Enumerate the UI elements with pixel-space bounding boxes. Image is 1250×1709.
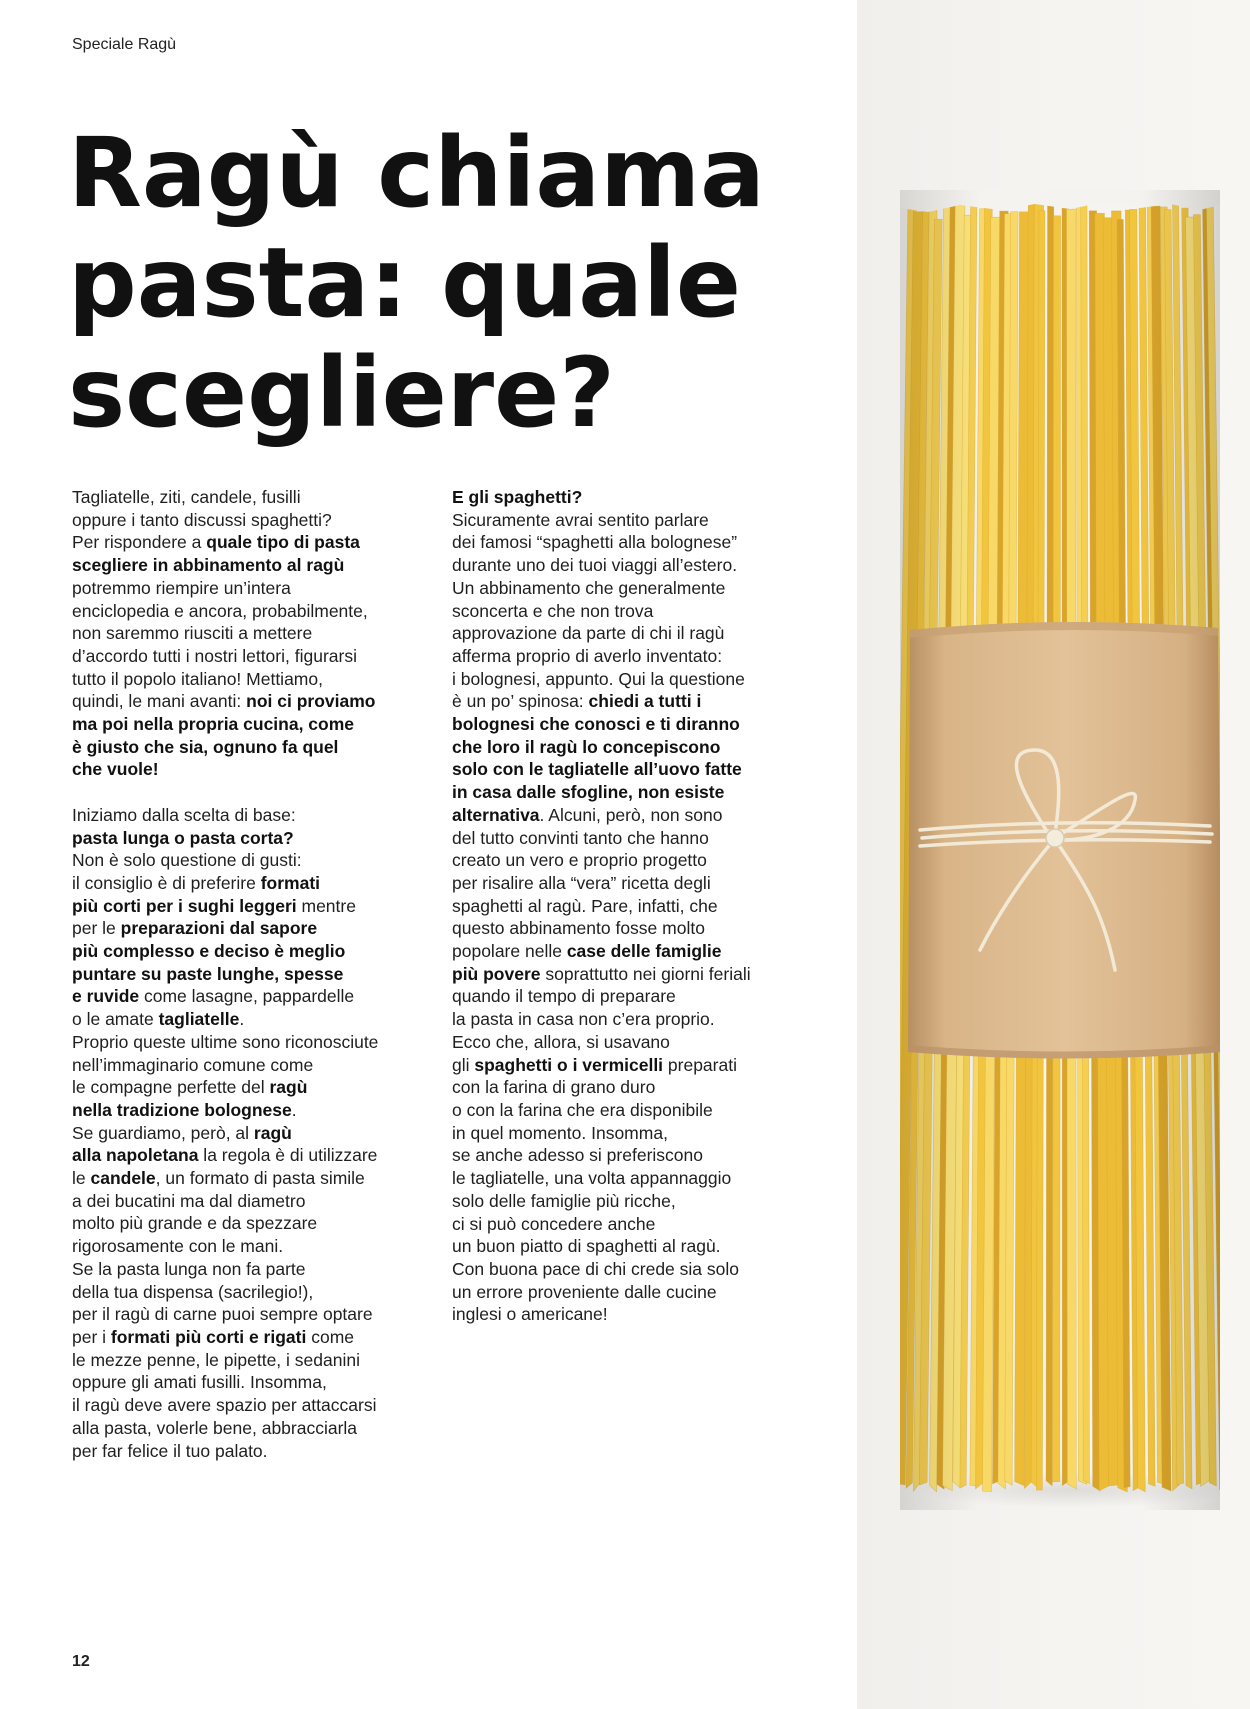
bold-text: ma poi nella propria cucina, come [72,714,355,735]
article-line [452,736,832,759]
bold-text: che loro il ragù lo concepiscono [452,736,721,757]
article-line [72,781,432,804]
bold-text: chiedi a tutti i [588,691,702,712]
body-text: la regola è di utilizzare [198,1145,378,1166]
article-line [72,600,432,623]
body-text: popolare nelle [452,941,567,962]
bold-text: E gli spaghetti? [452,487,583,507]
article-line [452,940,832,963]
article-line [72,1190,432,1213]
body-text: preparati [663,1054,737,1075]
headline [68,118,848,448]
article-line [72,1394,432,1417]
headline-line: pasta: quale [68,227,741,339]
article-line [72,1076,432,1099]
body-text: . Alcuni, però, non sono [539,804,723,825]
bold-text: alla napoletana [72,1145,199,1166]
body-text: per risalire alla “vera” ricetta degli [452,872,711,893]
article-column-left [72,486,432,1462]
article-line [72,577,432,600]
article-line [452,1076,832,1099]
article-line [452,849,832,872]
body-text: rigorosamente con le mani. [72,1236,284,1257]
article-line [72,1008,432,1031]
article-line [72,1258,432,1281]
article-line [72,1371,432,1394]
article-line [72,1349,432,1372]
article-line [452,1235,832,1258]
article-line [452,1054,832,1077]
body-text: nell’immaginario comune come [72,1054,314,1075]
bold-text: è giusto che sia, ognuno fa quel [72,736,339,757]
article-line [72,1099,432,1122]
body-text: come [306,1327,355,1347]
article-line [452,804,832,827]
article-line [72,849,432,872]
article-line [72,554,432,577]
article-line [452,781,832,804]
article-line [452,1099,832,1122]
article-line [72,872,432,895]
bold-text: solo con le tagliatelle all’uovo fatte [452,759,742,780]
body-text: per le [72,918,121,939]
body-text: o le amate [72,1009,159,1030]
body-text: Per rispondere a [72,532,207,553]
article-line [452,1190,832,1213]
bold-text: ragù [269,1077,308,1098]
body-text: tutto il popolo italiano! Mettiamo, [72,668,323,689]
article-line [452,622,832,645]
body-text: Con buona pace di chi crede sia solo [452,1258,739,1279]
article-line [72,1167,432,1190]
body-text: soprattutto nei giorni feriali [540,963,751,984]
body-text: . [291,1099,297,1120]
article-line [72,690,432,713]
article-line [72,1235,432,1258]
article-line [452,1213,832,1236]
bold-text: candele [90,1168,156,1189]
article-line [452,917,832,940]
bold-text: formati [260,872,321,893]
body-text: alla pasta, volerle bene, abbracciarla [72,1417,358,1438]
body-text: creato un vero e proprio progetto [452,850,707,871]
bold-text: spaghetti o i vermicelli [474,1054,664,1075]
body-text: Un abbinamento che generalmente [452,577,726,598]
article-line [72,1031,432,1054]
article-column-right [452,486,832,1326]
bold-text: in casa dalle sfogline, non esiste [452,782,725,803]
bold-text: più corti per i sughi leggeri [72,895,297,916]
bold-text: bolognesi che conosci e ti diranno [452,714,740,735]
article-line [72,531,432,554]
headline-line: Ragù chiama [68,117,765,229]
article-line [452,531,832,554]
article-line [72,1212,432,1235]
article-line [72,509,432,532]
article-line [72,486,432,509]
article-line [452,985,832,1008]
article-line [452,1303,832,1326]
article-line [452,1281,832,1304]
article-line [72,1281,432,1304]
bold-text: più povere [452,963,541,984]
body-text: quando il tempo di preparare [452,986,676,1007]
body-text: Tagliatelle, ziti, candele, fusilli [72,487,301,507]
body-text: sconcerta e che non trova [452,600,654,621]
body-text: il consiglio è di preferire [72,872,261,893]
body-text: la pasta in casa non c’era proprio. [452,1009,715,1030]
article-line [452,872,832,895]
article-line [452,758,832,781]
bold-text: alternativa [452,804,540,825]
body-text: Proprio queste ultime sono riconosciute [72,1031,379,1052]
article-line [452,645,832,668]
article-line [72,940,432,963]
bold-text: puntare su paste lunghe, spesse [72,963,344,984]
body-text: le tagliatelle, una volta appannaggio [452,1168,732,1189]
headline-line: scegliere? [68,337,615,449]
bold-text: più complesso e deciso è meglio [72,941,346,962]
body-text: le [72,1168,91,1189]
bold-text: e ruvide [72,986,140,1007]
bold-text: preparazioni dal sapore [120,918,318,939]
pasta-bundle-photo [900,190,1220,1510]
bold-text: ragù [253,1122,292,1143]
body-text: dei famosi “spaghetti alla bolognese” [452,532,738,553]
article-line [72,804,432,827]
bold-text: noi ci proviamo [246,691,376,712]
body-text: in quel momento. Insomma, [452,1122,668,1143]
article-line [72,713,432,736]
bold-text: che vuole! [72,759,159,780]
bold-text: formati più corti e rigati [110,1327,307,1347]
body-text: per far felice il tuo palato. [72,1440,268,1461]
article-line [452,1144,832,1167]
article-line [452,600,832,623]
body-text: d’accordo tutti i nostri lettori, figurarsi [72,645,357,666]
bold-text: quale tipo di pasta [206,532,360,553]
body-text: i bolognesi, appunto. Qui la questione [452,668,745,689]
body-text: per i [72,1327,111,1347]
body-text: o con la farina che era disponibile [452,1099,713,1120]
article-line [72,622,432,645]
article-line [72,1144,432,1167]
bold-text: tagliatelle [158,1009,240,1030]
article-line [72,736,432,759]
body-text: il ragù deve avere spazio per attaccarsi [72,1395,377,1416]
body-text: molto più grande e da spezzare [72,1213,318,1234]
body-text: se anche adesso si preferiscono [452,1145,703,1166]
body-text: Iniziamo dalla scelta di base: [72,804,296,825]
section-label: Speciale Ragù [72,36,177,53]
article-line [452,713,832,736]
body-text: a dei bucatini ma dal diametro [72,1190,306,1211]
article-line [452,1122,832,1145]
article-line [452,554,832,577]
body-text: Sicuramente avrai sentito parlare [452,509,709,530]
article-line [452,690,832,713]
body-text: enciclopedia e ancora, probabilmente, [72,600,368,621]
article-line [452,577,832,600]
body-text: ci si può concedere anche [452,1213,656,1234]
article-line [72,668,432,691]
article-line [72,1440,432,1463]
body-text: un buon piatto di spaghetti al ragù. [452,1236,721,1257]
body-text: mentre [296,895,356,916]
article-line [72,1054,432,1077]
article-line [452,895,832,918]
article-line [452,1031,832,1054]
article-line [452,1008,832,1031]
article-line [72,963,432,986]
bold-text: nella tradizione bolognese [72,1099,292,1120]
article-line [452,486,832,509]
body-text: oppure gli amati fusilli. Insomma, [72,1372,327,1393]
article-line [72,895,432,918]
article-line [452,1167,832,1190]
body-text: oppure i tanto discussi spaghetti? [72,509,332,530]
bold-text: pasta lunga o pasta corta? [72,827,294,848]
article-line [72,1326,432,1349]
article-line [72,645,432,668]
body-text: non saremmo riusciti a mettere [72,623,313,644]
body-text: Ecco che, allora, si usavano [452,1031,670,1052]
body-text: solo delle famiglie più ricche, [452,1190,676,1211]
body-text: Non è solo questione di gusti: [72,850,302,871]
body-text: . [239,1009,245,1030]
body-text: Se la pasta lunga non fa parte [72,1258,306,1279]
body-text: con la farina di grano duro [452,1077,656,1098]
article-line [72,1303,432,1326]
body-text: quindi, le mani avanti: [72,691,247,712]
article-line [72,917,432,940]
body-text: le mezze penne, le pipette, i sedanini [72,1349,360,1370]
body-text: è un po’ spinosa: [452,691,589,712]
body-text: del tutto convinti tanto che hanno [452,827,709,848]
body-text: inglesi o americane! [452,1304,608,1325]
article-line [452,963,832,986]
page-number: 12 [72,1653,90,1670]
bold-text: case delle famiglie [566,941,722,962]
article-line [452,668,832,691]
article-line [452,1258,832,1281]
article-line [72,758,432,781]
body-text: approvazione da parte di chi il ragù [452,623,725,644]
bold-text: scegliere in abbinamento al ragù [72,555,345,576]
body-text: come lasagne, pappardelle [139,986,355,1007]
article-line [452,827,832,850]
body-text: questo abbinamento fosse molto [452,918,705,939]
article-line [72,1417,432,1440]
body-text: durante uno dei tuoi viaggi all’estero. [452,555,738,576]
body-text: potremmo riempire un’intera [72,577,291,598]
article-line [452,509,832,532]
body-text: gli [452,1054,475,1075]
body-text: per il ragù di carne puoi sempre optare [72,1304,373,1325]
article-line [72,985,432,1008]
body-text: afferma proprio di averlo inventato: [452,645,723,666]
body-text: un errore proveniente dalle cucine [452,1281,717,1302]
body-text: della tua dispensa (sacrilegio!), [72,1281,314,1302]
article-line [72,1122,432,1145]
body-text: , un formato di pasta simile [155,1168,365,1189]
body-text: spaghetti al ragù. Pare, infatti, che [452,895,718,916]
body-text: le compagne perfette del [72,1077,270,1098]
body-text: Se guardiamo, però, al [72,1122,254,1143]
article-line [72,827,432,850]
